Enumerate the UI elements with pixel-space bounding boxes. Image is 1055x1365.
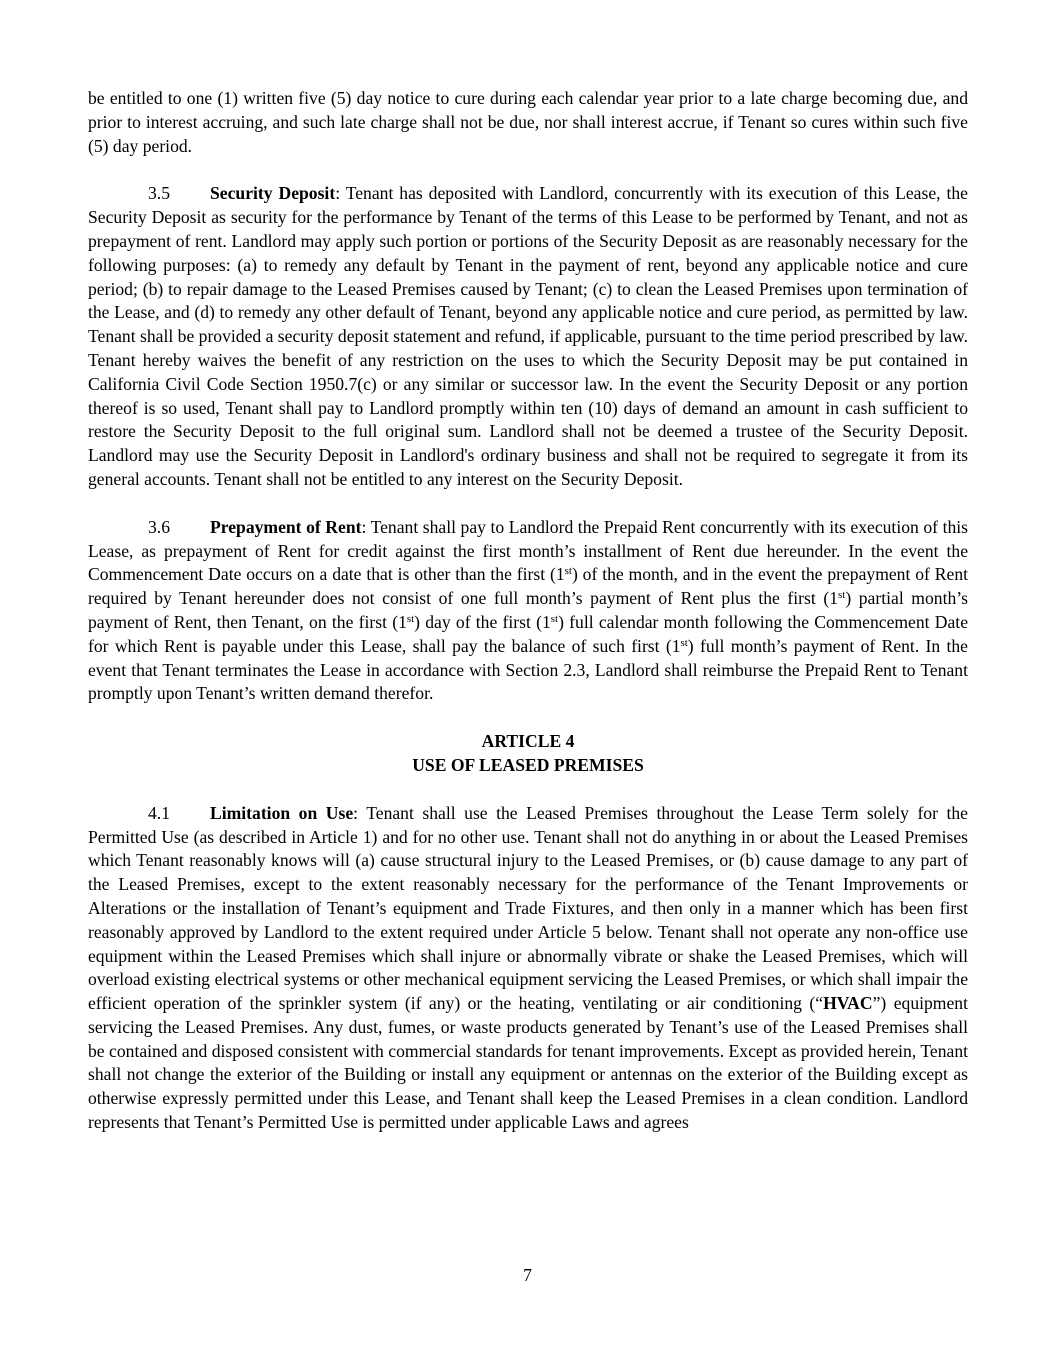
section-body: : Tenant has deposited with Landlord, concurrently with its execution of this Lease, the Security Deposit as security for the performance by Tenant of the terms of this Lease to be performed by Tenant, and not as prepayment of rent. Landlord may apply such portion or portions of the Security Deposit as are reasonably necessary for the following purposes: (a) to remedy any default by Tenant in the payment of rent, beyond any applicable notice and cure period; (b) to repair damage to the Leased Premises caused by Tenant; (c) to clean the Leased Premises upon termination of the Lease, and (d) to remedy any other default of Tenant, beyond any applicable notice and cure period, as permitted by law. Tenant shall be provided a security deposit statement and refund, if applicable, pursuant to the time period prescribed by law. Tenant hereby waives the benefit of any restriction on the uses to which the Security Deposit may be put contained in California Civil Code Section 1950.7(c) or any similar or successor law. In the event the Security Deposit or any portion thereof is so used, Tenant shall pay to Landlord promptly within ten (10) days of demand an amount in cash sufficient to restore the Security Deposit to the full original sum. Landlord shall not be deemed a trustee of the Security Deposit. Landlord may use the Security Deposit in Landlord's ordinary business and shall not be required to segregate it from its general accounts. Tenant shall not be entitled to any interest on the Security Deposit.: [88, 183, 968, 489]
section-heading: Security Deposit: [210, 183, 336, 204]
intro-paragraph: be entitled to one (1) written five (5) day notice to cure during each calendar year prior to a late charge becoming due, and prior to interest accruing, and such late charge shall not be due, nor shall interest accrue, if Tenant so cures within such five (5) day period.: [88, 88, 968, 156]
section-text: ) of the month, and in the event the prepayment of Rent required by Tenant hereunder does not consist of one full month’s payment of Rent plus the first (1: [88, 564, 968, 609]
ordinal-superscript: st: [406, 612, 415, 625]
article-heading: [88, 730, 968, 778]
ordinal-superscript: st: [680, 636, 688, 649]
section-number: 3.6: [148, 516, 170, 537]
section-text: ”) equipment servicing the Leased Premises. Any dust, fumes, or waste products generated by Tenant’s use of the Leased Premises shall be contained and disposed consistent with commercial standards for tenant improvements. Except as provided herein, Tenant shall not change the exterior of the Building or install any equipment or antennas on the exterior of the Building except as otherwise expressly permitted under this Lease, and Tenant shall keep the Leased Premises in a clean condition. Landlord represents that Tenant’s Permitted Use is permitted under applicable Laws and agrees: [88, 993, 968, 1133]
document-page: [88, 87, 968, 1135]
article-subtitle: USE OF LEASED PREMISES: [412, 754, 644, 775]
section-text: : Tenant shall use the Leased Premises throughout the Lease Term solely for the Permitted Use (as described in Article 1) and for no other use. Tenant shall not do anything in or about the Leased Premises which Tenant reasonably knows will (a) cause structural injury to the Leased Premises, or (b) cause damage to any part of the Leased Premises, except to the extent reasonably necessary for the performance of the Tenant Improvements or Alterations or the installation of Tenant’s equipment and Trade Fixtures, and then only in a manner which has been first reasonably approved by Landlord to the extent required under Article 5 below. Tenant shall not operate any non-office use equipment within the Leased Premises which shall injure or abnormally vibrate or shake the Leased Premises, which will overload existing electrical systems or other mechanical equipment servicing the Leased Premises, or which shall impair the efficient operation of the sprinkler system (if any) or the heating, ventilating or air conditioning (“: [88, 802, 968, 1014]
ordinal-superscript: st: [564, 565, 572, 578]
article-title: ARTICLE 4: [481, 731, 575, 752]
section-number: 4.1: [148, 802, 170, 823]
section-3-5-paragraph: [88, 182, 968, 491]
defined-term: HVAC: [823, 993, 873, 1014]
section-3-6-paragraph: [88, 516, 968, 706]
section-text: : Tenant shall pay to Landlord the Prepaid Rent concurrently with its execution of this Lease, as prepayment of Rent for credit against the first month’s installment of Rent due hereunder. In the event the Commencement Date occurs on a date that is other than the first (1: [88, 516, 968, 585]
section-text: ) day of the first (1: [414, 611, 551, 632]
section-number: 3.5: [148, 183, 170, 204]
section-heading: Prepayment of Rent: [210, 516, 362, 537]
section-heading: Limitation on Use: [210, 802, 354, 823]
ordinal-superscript: st: [838, 589, 846, 602]
section-4-1-paragraph: [88, 802, 968, 1135]
section-text: ) partial month’s payment of Rent, then Tenant, on the first (1: [88, 588, 968, 632]
section-text: ) full calendar month following the Commencement Date for which Rent is payable under this Lease, shall pay the balance of such first (1: [88, 611, 969, 656]
ordinal-superscript: st: [550, 612, 559, 625]
page-number: 7: [523, 1265, 532, 1285]
section-text: ) full month’s payment of Rent. In the event that Tenant terminates the Lease in accordance with Section 2.3, Landlord shall reimburse the Prepaid Rent to Tenant promptly upon Tenant’s written demand therefor.: [88, 635, 968, 704]
